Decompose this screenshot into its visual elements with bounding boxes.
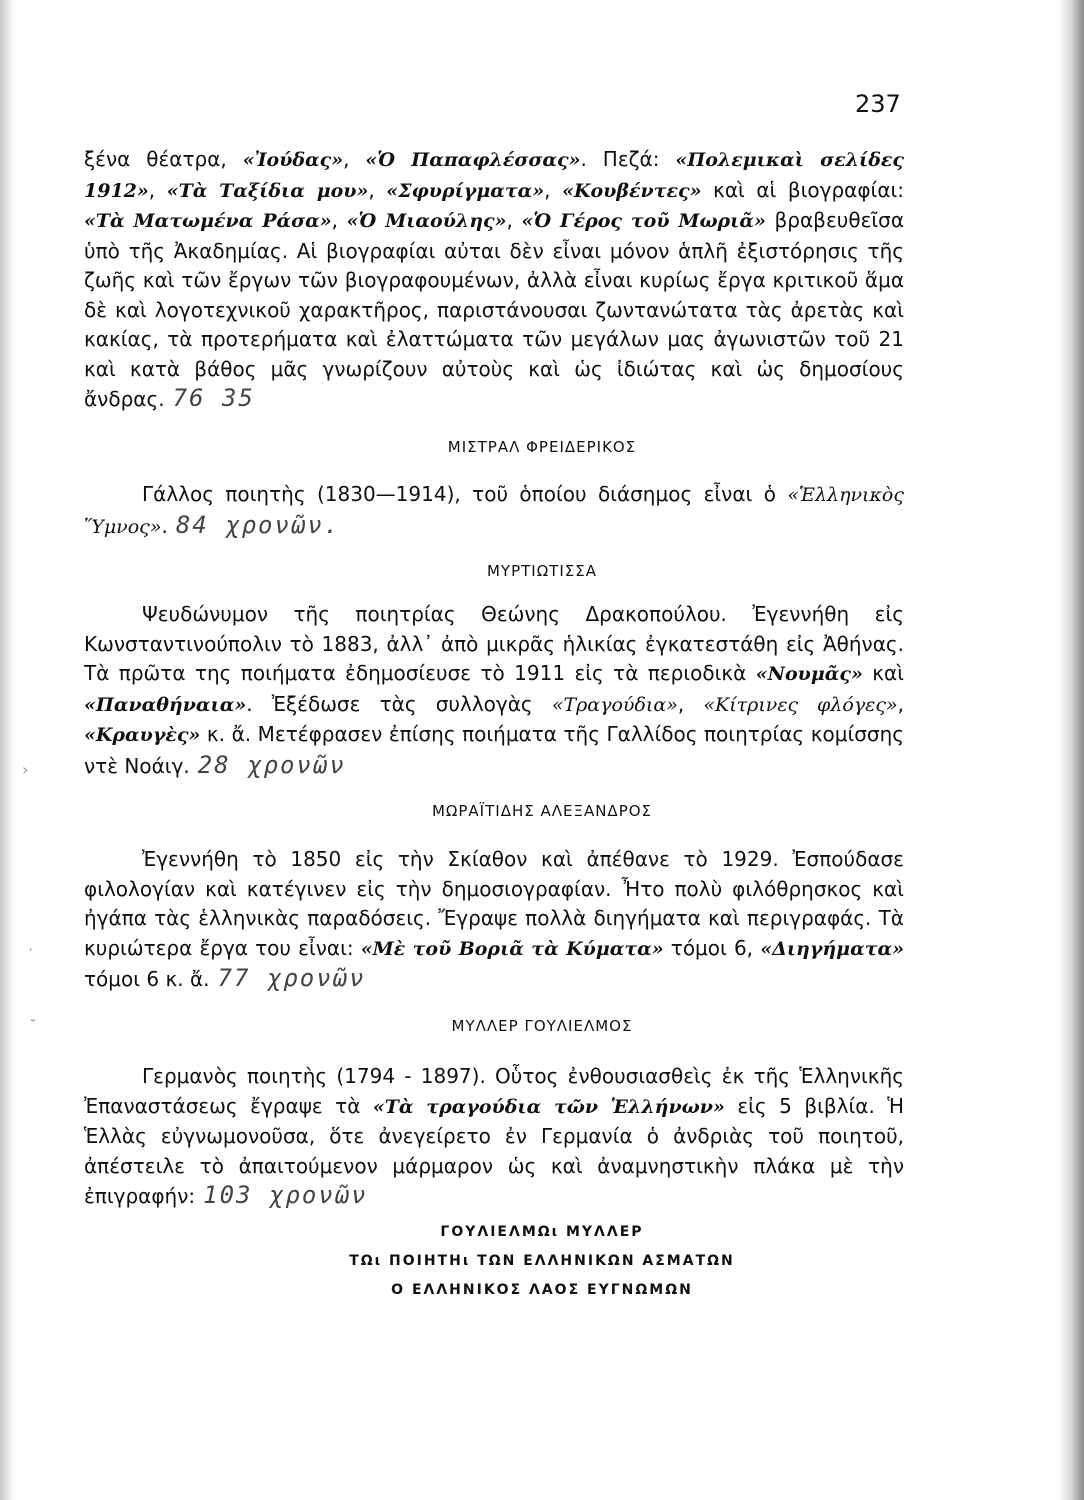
handwritten-note: 84 χρονῶν. bbox=[175, 510, 341, 539]
text-segment: , bbox=[897, 691, 904, 716]
inscription-line: ΓΟΥΛΙΕΛΜΩι ΜΥΛΛΕΡ bbox=[440, 1224, 644, 1240]
work-title: «Ἑλληνικὸς Ὕμνος» bbox=[84, 484, 904, 538]
myrtiotissa-paragraph bbox=[84, 600, 904, 781]
work-title: «Νουμᾶς» bbox=[755, 663, 863, 685]
intro-paragraph bbox=[84, 145, 904, 415]
work-title: «Κραυγὲς» bbox=[84, 724, 201, 746]
handwritten-note: 77 χρονῶν bbox=[217, 964, 366, 992]
muller-paragraph bbox=[84, 1062, 904, 1212]
mistral-paragraph bbox=[84, 480, 904, 542]
text-segment: , bbox=[148, 177, 167, 202]
text-segment: καὶ αἱ βιογραφίαι: bbox=[701, 177, 905, 202]
handwritten-note: 76 35 bbox=[172, 384, 255, 412]
text-segment: , bbox=[331, 208, 347, 232]
work-title: «Κίτρινες φλόγες» bbox=[703, 693, 898, 716]
work-title: «Σφυρίγματα» bbox=[386, 179, 545, 202]
moraitidis-paragraph bbox=[84, 845, 904, 995]
inscription-line: ΤΩι ΠΟΙΗΤΗι ΤΩΝ ΕΛΛΗΝΙΚΩΝ ΑΣΜΑΤΩΝ bbox=[349, 1253, 735, 1269]
work-title: «Τὰ τραγούδια τῶν Ἑλλήνων» bbox=[372, 1095, 725, 1118]
text-segment: Γάλλος ποιητὴς (1830—1914), τοῦ ὁποίου διάσημος εἶναι ὁ bbox=[142, 482, 788, 506]
text-segment: εἰς 5 βιβλία. Ἡ Ἑλλὰς εὐγνωμονοῦσα, ὅτε ἀνεγείρετο ἐν Γερμανία ὁ ἀνδριὰς τοῦ ποιητοῦ, ἀπέστειλε τὸ ἀπαιτούμενον μάρμαρον ὡς καὶ ἀναμνηστικὴν πλάκα μὲ τὴν ἐπιγραφήν: bbox=[84, 1093, 905, 1208]
work-title: «Ἰούδας» bbox=[242, 149, 344, 171]
text-segment: Ἐγεννήθη τὸ 1850 εἰς τὴν Σκίαθον καὶ ἀπέθανε τὸ 1929. Ἐσπούδασε φιλολογίαν καὶ κατέγινεν εἰς τὴν δημοσιογραφίαν. Ἦτο πολὺ φιλόθρησκος καὶ ἠγάπα τὰς ἑλληνικὰς παραδόσεις. Ἔγραψε πολλὰ διηγήματα καὶ περιγραφάς. Τὰ κυριώτερα ἔργα του εἶναι: bbox=[84, 847, 904, 960]
text-segment: . Ἐξέδωσε τὰς συλλογὰς bbox=[246, 691, 552, 716]
inscription-line: Ο ΕΛΛΗΝΙΚΟΣ ΛΑΟΣ ΕΥΓΝΩΜΩΝ bbox=[391, 1282, 693, 1298]
work-title: «Τραγούδια» bbox=[551, 693, 678, 716]
work-title: «Κουβέντες» bbox=[562, 179, 702, 202]
text-segment: τόμοι 6 κ. ἄ. bbox=[84, 967, 210, 991]
work-title: «Ὁ Γέρος τοῦ Μωριᾶ» bbox=[521, 210, 766, 232]
work-title: «Πολεμικαὶ σελίδες 1912» bbox=[84, 149, 904, 202]
handwritten-note: 28 χρονῶν bbox=[197, 750, 346, 779]
text-segment: . bbox=[161, 513, 168, 538]
work-title: «Ὁ Παπαφλέσσας» bbox=[365, 149, 581, 171]
heading-muller: ΜΥΛΛΕΡ ΓΟΥΛΙΕΛΜΟΣ bbox=[451, 1017, 633, 1035]
inscription bbox=[0, 1218, 1084, 1305]
work-title: «Μὲ τοῦ Βοριᾶ τὰ Κύματα» bbox=[360, 937, 664, 960]
text-segment: , bbox=[677, 691, 704, 716]
text-segment: , bbox=[544, 177, 563, 202]
text-segment: τόμοι 6, bbox=[663, 935, 761, 960]
text-segment: Γερμανὸς ποιητὴς (1794 - 1897). Οὗτος ἐνθουσιασθεὶς ἐκ τῆς Ἑλληνικῆς Ἐπαναστάσεως ἔγραψε τὰ bbox=[84, 1064, 904, 1118]
handwritten-note: 103 χρονῶν bbox=[203, 1181, 368, 1209]
work-title: «Διηγήματα» bbox=[760, 937, 904, 960]
heading-myrtiotissa: ΜΥΡΤΙΩΤΙΣΣΑ bbox=[486, 562, 597, 580]
work-title: «Τὰ Ματωμένα Ράσα» bbox=[84, 210, 332, 232]
page-number: 237 bbox=[855, 90, 901, 118]
heading-moraitidis: ΜΩΡΑΪΤΙΔΗΣ ΑΛΕΞΑΝΔΡΟΣ bbox=[431, 802, 653, 820]
margin-speck: · bbox=[28, 940, 34, 959]
heading-mistral: ΜΙΣΤΡΑΛ ΦΡΕΙΔΕΡΙΚΟΣ bbox=[447, 438, 637, 456]
text-segment: βραβευθεῖσα ὑπὸ τῆς Ἀκαδημίας. Αἱ βιογραφίαι αὐται δὲν εἶναι μόνον ἁπλῆ ἐξιστόρησις τῆς ζωῆς καὶ τῶν ἔργων τῶν βιογραφουμένων, ἀλλὰ εἶναι κυρίως ἔργα κριτικοῦ ἅμα δὲ καὶ λογοτεχνικοῦ χαρακτῆρος, παριστάνουσαι ζωντανώτατα τὰς ἀρετὰς καὶ κακίας, τὰ προτερήματα καὶ ἐλαττώματα τῶν μεγάλων μας ἀγωνιστῶν τοῦ 21 καὶ κατὰ βάθος μᾶς γνωρίζουν αὐτοὺς καὶ ὡς ἰδιώτας καὶ ὡς δημοσίους ἄνδρας. bbox=[84, 208, 905, 411]
text-segment: . Πεζά: bbox=[580, 147, 676, 171]
work-title: «Τὰ Ταξίδια μου» bbox=[166, 179, 369, 202]
text-segment: καὶ bbox=[862, 661, 904, 685]
text-segment: κ. ἄ. Μετέφρασεν ἐπίσης ποιήματα τῆς Γαλλίδος ποιητρίας κομίσσης ντὲ Νοάιγ. bbox=[84, 722, 904, 778]
margin-speck: - bbox=[30, 1010, 36, 1029]
margin-speck: › bbox=[22, 760, 29, 779]
text-segment: , bbox=[506, 208, 522, 232]
text-segment: Ψευδώνυμον τῆς ποιητρίας Θεώνης Δρακοπούλου. Ἐγεννήθη εἰς Κωνσταντινούπολιν τὸ 1883, ἀλλ᾽ ἀπὸ μικρᾶς ἡλικίας ἐγκατεστάθη εἰς Ἀθήνας. Τὰ πρῶτα της ποιήματα ἐδημοσίευσε τὸ 1911 εἰς τὰ περιοδικὰ bbox=[84, 602, 904, 685]
text-segment: , bbox=[343, 147, 366, 171]
work-title: «Ὁ Μιαούλης» bbox=[346, 210, 507, 232]
work-title: «Παναθήναια» bbox=[84, 693, 247, 716]
text-segment: ξένα θέατρα, bbox=[84, 147, 243, 171]
text-segment: , bbox=[368, 177, 387, 202]
